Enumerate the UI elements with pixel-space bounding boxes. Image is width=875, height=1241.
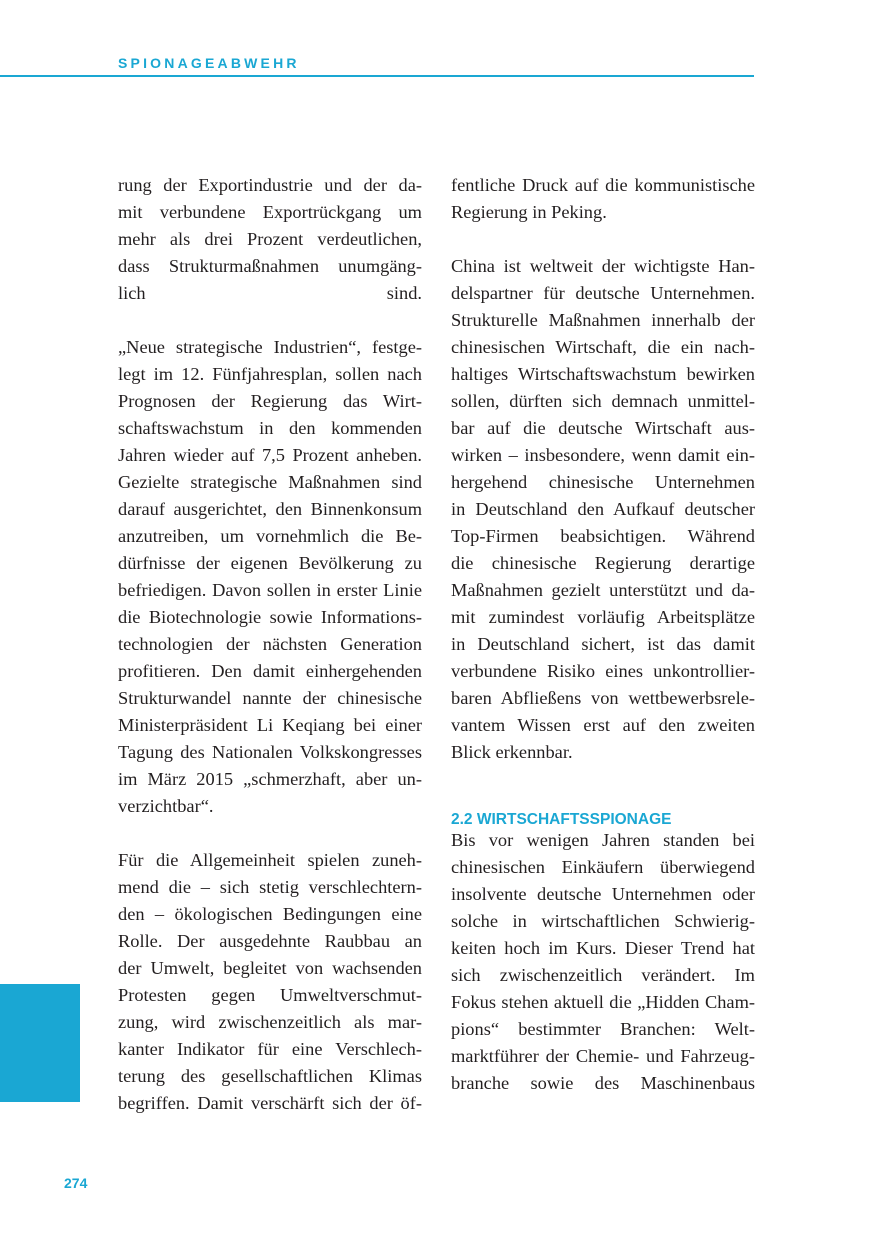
text-line: lich sind. xyxy=(118,283,422,303)
text-line: darauf ausgerichtet, den Binnenkonsum xyxy=(118,499,422,519)
text-line: chinesischen Wirtschaft, die ein nach- xyxy=(451,337,755,357)
text-line: Top-Firmen beabsichtigen. Während xyxy=(451,526,755,546)
paragraph xyxy=(451,827,755,1097)
text-line: hergehend chinesische Unternehmen xyxy=(451,472,755,492)
text-line: verbundene Risiko eines unkontrollier- xyxy=(451,661,755,681)
text-line: mehr als drei Prozent verdeutlichen, xyxy=(118,229,422,249)
text-line: „Neue strategische Industrien“, festge- xyxy=(118,337,422,357)
text-line: begriffen. Damit verschärft sich der öf- xyxy=(118,1093,422,1113)
text-line: Bis vor wenigen Jahren standen bei xyxy=(451,830,755,850)
text-line: marktführer der Chemie- und Fahrzeug- xyxy=(451,1046,755,1066)
text-line: Fokus stehen aktuell die „Hidden Cham- xyxy=(451,992,755,1012)
text-line: sollen, dürften sich demnach unmittel- xyxy=(451,391,755,411)
text-line: baren Abfließens von wettbewerbsrele- xyxy=(451,688,755,708)
text-line: insolvente deutsche Unternehmen oder xyxy=(451,884,755,904)
text-line: Blick erkennbar. xyxy=(451,742,573,762)
text-line: in Deutschland sichert, ist das damit xyxy=(451,634,755,654)
text-line: Maßnahmen gezielt unterstützt und da- xyxy=(451,580,755,600)
header-rule xyxy=(0,75,754,77)
text-line: legt im 12. Fünfjahresplan, sollen nach xyxy=(118,364,422,384)
right-column xyxy=(451,172,755,1124)
text-line: mit verbundene Exportrückgang um xyxy=(118,202,422,222)
text-line: befriedigen. Davon sollen in erster Linie xyxy=(118,580,422,600)
text-line: terung des gesellschaftlichen Klimas xyxy=(118,1066,422,1086)
text-line: dürfnisse der eigenen Bevölkerung zu xyxy=(118,553,422,573)
text-line: Jahren wieder auf 7,5 Prozent anheben. xyxy=(118,445,422,465)
text-line: pions“ bestimmter Branchen: Welt- xyxy=(451,1019,755,1039)
text-line: Gezielte strategische Maßnahmen sind xyxy=(118,472,422,492)
text-line: mend die – sich stetig verschlechtern- xyxy=(118,877,422,897)
text-line: solche in wirtschaftlichen Schwierig- xyxy=(451,911,755,931)
text-line: die chinesische Regierung derartige xyxy=(451,553,755,573)
text-line: keiten hoch im Kurs. Dieser Trend hat xyxy=(451,938,755,958)
text-line: in Deutschland den Aufkauf deutscher xyxy=(451,499,755,519)
text-line: der Umwelt, begleitet von wachsenden xyxy=(118,958,422,978)
text-line: technologien der nächsten Generation xyxy=(118,634,422,654)
text-line: dass Strukturmaßnahmen unumgäng- xyxy=(118,256,422,276)
text-line: kanter Indikator für eine Verschlech- xyxy=(118,1039,422,1059)
section-heading: 2.2 WIRTSCHAFTSSPIONAGE xyxy=(451,811,672,828)
text-line: haltiges Wirtschaftswachstum bewirken xyxy=(451,364,755,384)
text-line: Prognosen der Regierung das Wirt- xyxy=(118,391,422,411)
text-line: Protesten gegen Umweltverschmut- xyxy=(118,985,422,1005)
text-line: wirken – insbesondere, wenn damit ein- xyxy=(451,445,755,465)
running-title: SPIONAGEABWEHR xyxy=(118,55,300,71)
text-line: bar auf die deutsche Wirtschaft aus- xyxy=(451,418,755,438)
text-line: rung der Exportindustrie und der da- xyxy=(118,175,422,195)
text-line: profitieren. Den damit einhergehenden xyxy=(118,661,422,681)
text-line: branche sowie des Maschinenbaus xyxy=(451,1073,755,1093)
text-line: Strukturwandel nannte der chinesische xyxy=(118,688,422,708)
text-line: vantem Wissen erst auf den zweiten xyxy=(451,715,755,735)
text-line: verzichtbar“. xyxy=(118,796,214,816)
chapter-side-tab xyxy=(0,984,80,1102)
page-number: 274 xyxy=(64,1175,88,1191)
text-line: Ministerpräsident Li Keqiang bei einer xyxy=(118,715,422,735)
text-line: im März 2015 „schmerzhaft, aber un- xyxy=(118,769,422,789)
paragraph xyxy=(118,334,422,820)
text-line: den – ökologischen Bedingungen eine xyxy=(118,904,422,924)
text-line: die Biotechnologie sowie Informations- xyxy=(118,607,422,627)
text-line: delspartner für deutsche Unternehmen. xyxy=(451,283,755,303)
text-line: sich zwischenzeitlich verändert. Im xyxy=(451,965,755,985)
text-line: Regierung in Peking. xyxy=(451,202,607,222)
left-column xyxy=(118,172,422,1144)
text-line: anzutreiben, um vornehmlich die Be- xyxy=(118,526,422,546)
text-line: Strukturelle Maßnahmen innerhalb der xyxy=(451,310,755,330)
paragraph xyxy=(118,172,422,307)
paragraph xyxy=(451,253,755,766)
text-line: Für die Allgemeinheit spielen zuneh- xyxy=(118,850,422,870)
text-line: Rolle. Der ausgedehnte Raubbau an xyxy=(118,931,422,951)
text-line: schaftswachstum in den kommenden xyxy=(118,418,422,438)
text-line: chinesischen Einkäufern überwiegend xyxy=(451,857,755,877)
text-line: mit zumindest vorläufig Arbeitsplätze xyxy=(451,607,755,627)
text-line: fentliche Druck auf die kommunistische xyxy=(451,175,755,195)
paragraph xyxy=(451,172,755,226)
paragraph xyxy=(118,847,422,1117)
text-line: Tagung des Nationalen Volkskongresses xyxy=(118,742,422,762)
text-line: China ist weltweit der wichtigste Han- xyxy=(451,256,755,276)
text-line: zung, wird zwischenzeitlich als mar- xyxy=(118,1012,422,1032)
